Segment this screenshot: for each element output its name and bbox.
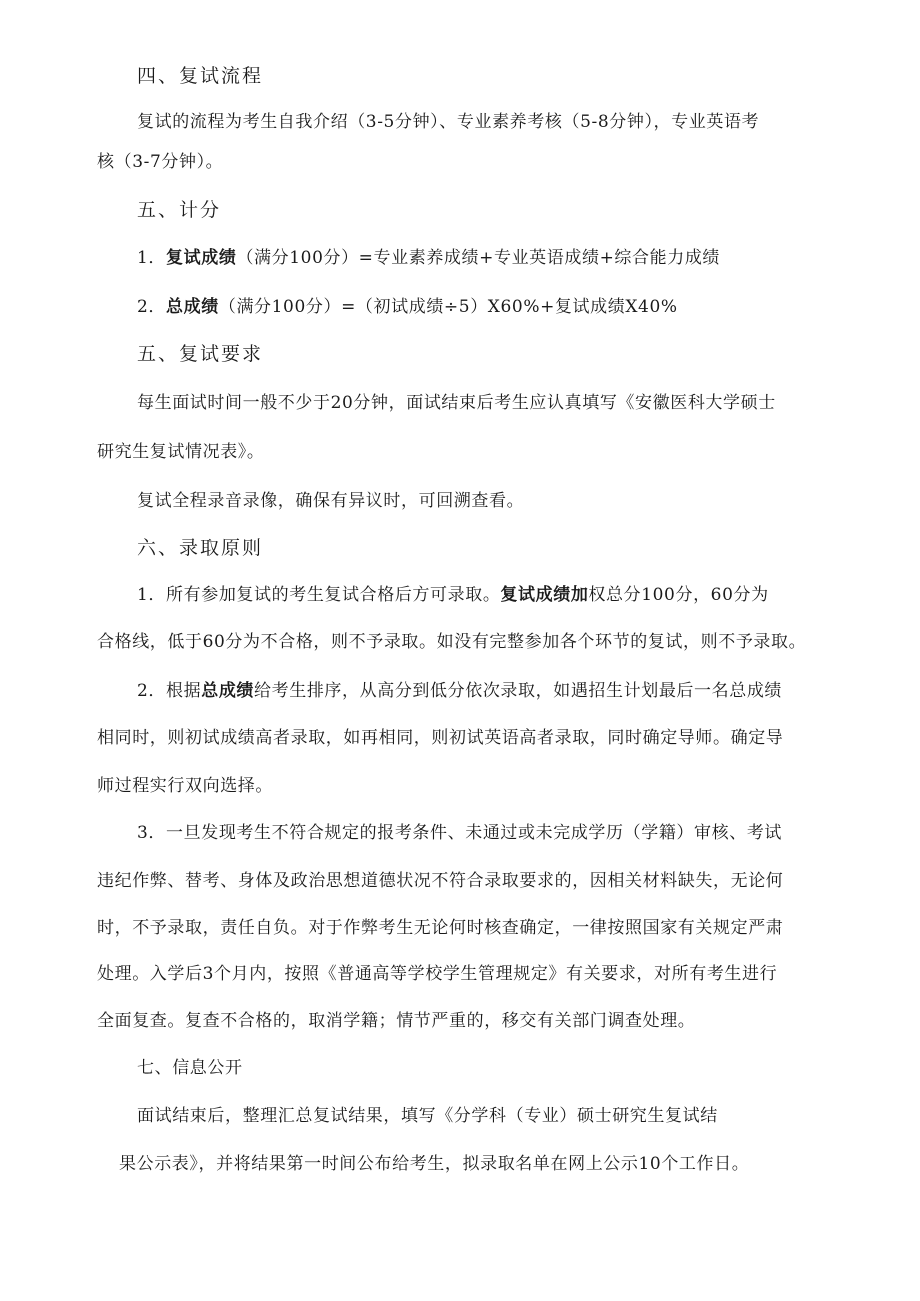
paragraph-line: 违纪作弊、替考、身体及政治思想道德状况不符合录取要求的，因相关材料缺失，无论何: [97, 871, 784, 891]
section-heading-retest-process: 四、复试流程: [137, 65, 264, 87]
section-heading-scoring: 五、计分: [137, 199, 222, 221]
list-number: 1．: [137, 248, 167, 268]
item-text: 权总分100分，60分为: [588, 585, 769, 605]
paragraph-line: 3．一旦发现考生不符合规定的报考条件、未通过或未完成学历（学籍）审核、考试: [137, 823, 783, 843]
paragraph-line: 研究生复试情况表》。: [97, 442, 265, 462]
formula-text: （满分100分）=（初试成绩÷5）X60%+复试成绩X40%: [218, 297, 678, 317]
paragraph-line: 时，不予录取，责任自负。对于作弊考生无论何时核查确定，一律按照国家有关规定严肃: [97, 918, 784, 938]
item-text: 2．根据: [137, 681, 202, 701]
paragraph-line: 全面复查。复查不合格的，取消学籍；情节严重的，移交有关部门调查处理。: [97, 1011, 696, 1031]
bold-term-retest-score: 复试成绩加: [500, 585, 589, 605]
admission-item-2: [137, 679, 782, 703]
section-heading-retest-requirements: 五、复试要求: [137, 343, 264, 365]
paragraph-line: 复试的流程为考生自我介绍（3-5分钟）、专业素养考核（5-8分钟），专业英语考: [137, 112, 760, 132]
formula-text: （满分100分）=专业素养成绩+专业英语成绩+综合能力成绩: [236, 248, 721, 268]
paragraph-line: 面试结束后，整理汇总复试结果，填写《分学科（专业）硕士研究生复试结: [137, 1106, 718, 1126]
paragraph-line: 相同时，则初试成绩高者录取，如再相同，则初试英语高者录取，同时确定导师。确定导: [97, 728, 784, 748]
list-number: 2．: [137, 297, 167, 317]
paragraph-line: 每生面试时间一般不少于20分钟，面试结束后考生应认真填写《安徽医科大学硕士: [137, 393, 776, 413]
paragraph-line: 处理。入学后3个月内，按照《普通高等学校学生管理规定》有关要求，对所有考生进行: [97, 964, 778, 984]
paragraph-line: 核（3-7分钟）。: [97, 152, 224, 172]
paragraph-line: 师过程实行双向选择。: [97, 776, 273, 796]
paragraph-line: 果公示表》，并将结果第一时间公布给考生，拟录取名单在网上公示10个工作日。: [119, 1154, 750, 1174]
paragraph-line: 复试全程录音录像，确保有异议时，可回溯查看。: [137, 491, 525, 511]
scoring-item-1: [137, 246, 720, 270]
item-text: 给考生排序，从高分到低分依次录取，如遇招生计划最后一名总成绩: [254, 681, 783, 701]
bold-term-total-score: 总成绩: [201, 681, 255, 701]
paragraph-line: 合格线，低于60分为不合格，则不予录取。如没有完整参加各个环节的复试，则不予录取。: [97, 632, 807, 652]
section-heading-admission-principles: 六、录取原则: [137, 537, 264, 559]
bold-term-retest-score: 复试成绩: [166, 248, 237, 268]
section-heading-information-disclosure: 七、信息公开: [137, 1058, 243, 1078]
bold-term-total-score: 总成绩: [166, 297, 219, 317]
item-text: 1．所有参加复试的考生复试合格后方可录取。: [137, 585, 501, 605]
scoring-item-2: [137, 295, 678, 319]
admission-item-1: [137, 583, 769, 607]
